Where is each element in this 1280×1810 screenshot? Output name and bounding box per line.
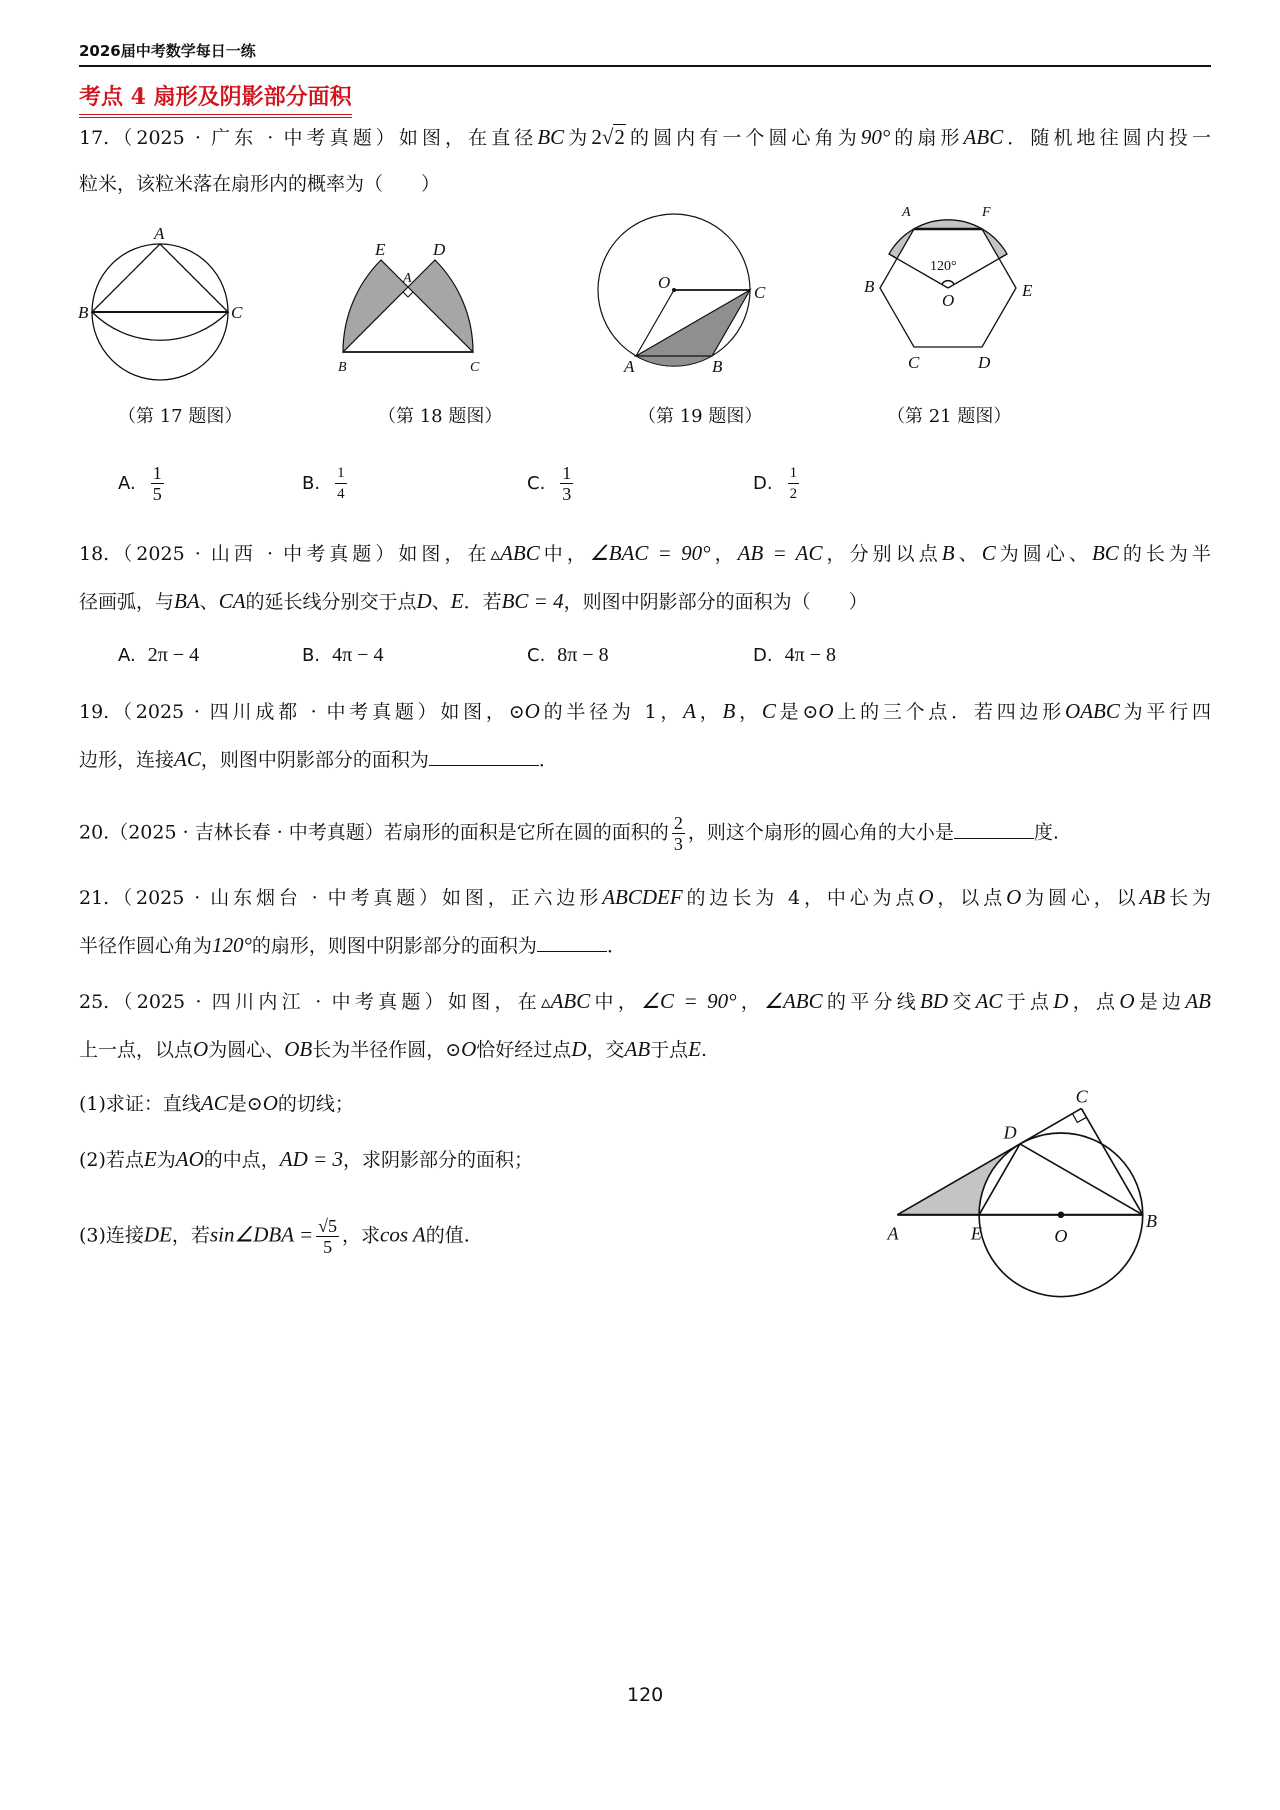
fig17-label-a: A [154, 224, 165, 243]
option-label: B. [302, 473, 321, 494]
fig19-label-o: O [658, 273, 671, 292]
fig21-label-o: O [942, 291, 955, 310]
text-run: 半径作圆心角为 [79, 935, 213, 957]
math-run: E [450, 589, 464, 613]
math-run: E [143, 1147, 157, 1171]
answer-blank[interactable] [954, 818, 1034, 839]
text-run: 17.（2025 · 广东 · 中考真题）如图，在直径 [79, 127, 538, 149]
math-run: AD = 3 [279, 1147, 343, 1171]
text-run: 18.（2025 · 山西 · 中考真题）如图，在▵ [79, 543, 501, 565]
math-run: ABC [963, 125, 1004, 149]
text-run: ， [735, 701, 762, 723]
option-label: C. [527, 473, 546, 494]
math-run: sin∠DBA = [209, 1222, 314, 1247]
header-title: 2026届中考数学每日一练 [79, 42, 256, 60]
text-run: (3)连接 [79, 1224, 144, 1247]
caption-fig21: （第 21 题图） [887, 406, 1012, 427]
math-run: AB = AC [737, 541, 823, 565]
fig18-label-c: C [470, 360, 480, 375]
math-run: AB [1185, 989, 1211, 1013]
fig25-label-c: C [1075, 1088, 1088, 1107]
fig19-label-c: C [754, 283, 766, 302]
math-run: B [722, 699, 736, 723]
math-run: BC [1091, 541, 1119, 565]
section-title: 考点 4 扇形及阴影部分面积 [79, 80, 352, 118]
caption-fig17: （第 17 题图） [118, 406, 243, 427]
text-run: 为圆心、 [208, 1039, 285, 1061]
text-run: 是⊙ [775, 701, 819, 723]
option-fraction: 1 4 [337, 465, 345, 502]
text-run: 25.（2025 · 四川内江 · 中考真题）如图，在▵ [79, 991, 551, 1013]
text-run: 恰好经过点 [476, 1039, 572, 1061]
math-run: ∠BAC = 90° [589, 541, 711, 565]
text-run: 于点 [1002, 991, 1054, 1013]
text-run: 上一点，以点 [79, 1039, 194, 1061]
text-run: ，求 [342, 1224, 381, 1247]
fig21-label-d: D [978, 353, 991, 372]
q17-option-b[interactable] [302, 463, 350, 504]
figure-17 [78, 222, 258, 382]
q18-option-d[interactable] [753, 644, 836, 667]
text-run: 的圆内有一个圆心角为 [625, 127, 861, 149]
fig17-label-c: C [231, 303, 243, 322]
q25-line-1 [79, 987, 1211, 1016]
math-run: BC = 4 [501, 589, 564, 613]
option-label: B. [302, 645, 321, 666]
math-run: B [941, 541, 955, 565]
text-run: 长为 [1165, 887, 1211, 909]
text-run: 的切线； [277, 1093, 354, 1115]
text-run: 19.（2025 · 四川成都 · 中考真题）如图，⊙ [79, 701, 525, 723]
text-run: ， [695, 701, 723, 723]
math-run: ∠C = 90° [641, 989, 737, 1013]
fig25-line-ac [897, 1108, 1081, 1214]
q17-line-1 [79, 123, 1211, 152]
math-run: D [571, 1037, 587, 1061]
option-label: A. [118, 645, 136, 666]
math-run: ABCDEF [602, 885, 683, 909]
fig17-label-b: B [78, 303, 89, 322]
option-fraction: 1 2 [789, 465, 798, 502]
fig25-label-d: D [1003, 1122, 1017, 1143]
fig19-shaded-segment [636, 356, 712, 366]
text-run: 边形，连接 [79, 749, 175, 771]
text-run: ，求阴影部分的面积； [342, 1149, 533, 1171]
fig25-label-o: O [1054, 1225, 1068, 1246]
text-run: 中， [539, 543, 590, 565]
math-run: DE [143, 1222, 172, 1247]
option-label: D. [753, 473, 773, 494]
fig19-label-a: A [624, 357, 635, 376]
text-run: 长为半径作圆，⊙ [312, 1039, 462, 1061]
fig17-sector-arc [92, 312, 228, 340]
q21-line-1 [79, 883, 1211, 912]
option-label: D. [753, 645, 773, 666]
fig18-right-angle-mark [403, 292, 413, 297]
text-run: 、 [431, 591, 451, 613]
text-run: 是⊙ [227, 1093, 263, 1115]
text-run: 的半径为 1， [539, 701, 684, 723]
text-run: 交 [948, 991, 976, 1013]
fig17-triangle [92, 244, 228, 312]
text-run: ， [736, 991, 765, 1013]
fig18-label-b: B [338, 360, 347, 375]
figure-21 [858, 196, 1043, 376]
option-value: 2π − 4 [147, 644, 200, 666]
text-run: ．若 [463, 591, 502, 613]
text-run: ，则图中阴影部分的面积为（ ） [563, 591, 868, 613]
fig25-label-e: E [970, 1223, 982, 1244]
text-run: ，则图中阴影部分的面积为 [200, 749, 429, 771]
math-run: C [981, 541, 996, 565]
figure-18 [333, 238, 503, 378]
fig18-label-e: E [375, 240, 386, 259]
text-run: 的边长为 4，中心为点 [682, 887, 919, 909]
q18-option-a[interactable] [118, 644, 199, 667]
math-run: A [683, 699, 696, 723]
q19-line-1 [79, 697, 1211, 726]
fig21-label-a: A [902, 205, 911, 220]
q17-option-c[interactable] [527, 463, 576, 504]
text-run: 为圆心，以 [1021, 887, 1140, 909]
math-run: ABC [550, 989, 591, 1013]
text-run: 、 [954, 543, 982, 565]
math-run: O [193, 1037, 209, 1061]
option-fraction: 1 3 [562, 463, 572, 504]
math-run: ∠ABC [764, 989, 823, 1013]
text-run: 20.（2025 · 吉林长春 · 中考真题）若扇形的面积是它所在圆的面积的 [79, 821, 669, 844]
fig25-label-b: B [1146, 1211, 1157, 1232]
math-run: OB [284, 1037, 313, 1061]
math-run: O [918, 885, 934, 909]
fig21-label-b: B [864, 277, 875, 296]
math-run: AB [1139, 885, 1166, 909]
q21-line-2 [79, 931, 1211, 960]
math-run: E [688, 1037, 701, 1061]
math-run: O [524, 699, 540, 723]
text-run: 的延长线分别交于点 [245, 591, 417, 613]
text-run: ，交 [586, 1039, 625, 1061]
q25-part-1 [79, 1089, 354, 1118]
text-run: (1)求证：直线 [79, 1093, 201, 1115]
text-run: 、 [199, 591, 219, 613]
fraction: $\frac{2}{3}$ [673, 813, 683, 854]
text-run: 的中点， [203, 1149, 280, 1171]
math-run: 120° [212, 933, 252, 957]
text-run: 度. [1033, 821, 1059, 844]
math-run: D [1053, 989, 1069, 1013]
page-number: 120 [627, 1684, 664, 1706]
option-value: 8π − 8 [557, 644, 609, 666]
text-run: ，若 [171, 1224, 210, 1247]
fig19-label-b: B [712, 357, 723, 376]
fig25-line-bd [1020, 1144, 1143, 1215]
text-run: 径画弧，与 [79, 591, 175, 613]
text-run: 的扇形，则图中阴影部分的面积为 [251, 935, 537, 957]
math-run: CA [218, 589, 246, 613]
fig19-center-dot [672, 288, 676, 292]
option-label: A. [118, 473, 136, 494]
q17-option-d[interactable] [753, 463, 802, 504]
math-run: O [1119, 989, 1135, 1013]
text-run: ，分别以点 [822, 543, 942, 565]
fig18-label-a: A [403, 271, 412, 286]
fig19-shaded-triangle [636, 290, 750, 356]
q18-option-c[interactable] [527, 644, 609, 667]
fraction: $\frac{√5}{5}$ [318, 1216, 338, 1257]
q17-option-a[interactable] [118, 463, 167, 504]
q18-line-1 [79, 539, 1211, 568]
caption-fig19: （第 19 题图） [638, 406, 763, 427]
math-run: D [416, 589, 432, 613]
math-run: BD [920, 989, 949, 1013]
math-run: AC [200, 1091, 228, 1115]
text-run: 为 [564, 127, 592, 149]
option-value: 4π − 8 [784, 644, 836, 666]
text-run: 的平分线 [822, 991, 921, 1013]
math-run: AO [175, 1147, 204, 1171]
math-run: BC [537, 125, 565, 149]
math-run: O [461, 1037, 477, 1061]
answer-blank[interactable] [429, 745, 539, 766]
header-divider [79, 65, 1211, 67]
square-root: 2√2 [591, 125, 625, 149]
fig25-label-a: A [887, 1223, 899, 1244]
caption-fig18: （第 18 题图） [378, 406, 503, 427]
fig18-shaded-right [408, 260, 473, 352]
fig21-label-e: E [1022, 281, 1033, 300]
option-fraction: 1 5 [152, 463, 162, 504]
figure-19 [584, 208, 784, 383]
text-run: ， [710, 543, 738, 565]
text-run: 为圆心、 [995, 543, 1092, 565]
option-label: C. [527, 645, 546, 666]
text-run: ，点 [1068, 991, 1120, 1013]
text-run: 中， [590, 991, 642, 1013]
math-run: ABC [500, 541, 540, 565]
text-run: (2)若点 [79, 1149, 144, 1171]
text-run: 为 [156, 1149, 176, 1171]
fig21-label-c: C [908, 353, 920, 372]
fig25-line-cb [1081, 1108, 1142, 1214]
math-run: O [818, 699, 834, 723]
text-run: 粒米，该粒米落在扇形内的概率为（ ） [79, 173, 441, 195]
q18-line-2 [79, 587, 1211, 616]
answer-blank[interactable] [537, 931, 607, 952]
text-run: 的值. [425, 1224, 470, 1247]
math-run: 90° [860, 125, 891, 149]
text-run: 于点 [650, 1039, 689, 1061]
text-run: 的长为半 [1118, 543, 1211, 565]
text-run: ． [606, 935, 626, 957]
math-run: AB [624, 1037, 651, 1061]
math-run: O [262, 1091, 278, 1115]
fig21-label-f: F [982, 205, 991, 220]
q18-option-b[interactable] [302, 644, 383, 667]
text-run: ，以点 [933, 887, 1007, 909]
text-run: 21.（2025 · 山东烟台 · 中考真题）如图，正六边形 [79, 887, 603, 909]
figure-25 [880, 1088, 1160, 1313]
fig21-angle-label: 120° [930, 259, 957, 274]
q17-line-2 [79, 170, 1211, 198]
text-run: ． [538, 749, 558, 771]
q25-part-3 [79, 1216, 470, 1257]
math-run: cos A [380, 1222, 426, 1247]
text-run: 为平行四 [1119, 701, 1211, 723]
math-run: O [1006, 885, 1022, 909]
math-run: C [761, 699, 776, 723]
text-run: 上的三个点．若四边形 [833, 701, 1066, 723]
math-run: AC [174, 747, 201, 771]
math-run: BA [174, 589, 200, 613]
text-run: 的扇形 [890, 127, 964, 149]
q20-line-1 [79, 813, 1211, 854]
text-run: 是边 [1134, 991, 1186, 1013]
text-run: . [701, 1039, 708, 1061]
math-run: OABC [1065, 699, 1120, 723]
fig25-center-dot [1058, 1212, 1065, 1219]
text-run: ．随机地往圆内投一 [1003, 127, 1211, 149]
math-run: AC [975, 989, 1003, 1013]
fig18-label-d: D [433, 240, 446, 259]
text-run: ，则这个扇形的圆心角的大小是 [687, 821, 954, 844]
option-value: 4π − 4 [332, 644, 384, 666]
fig18-shaded-left [343, 260, 408, 352]
q25-line-2 [79, 1035, 1211, 1064]
q19-line-2 [79, 745, 1211, 774]
q25-part-2 [79, 1145, 533, 1174]
